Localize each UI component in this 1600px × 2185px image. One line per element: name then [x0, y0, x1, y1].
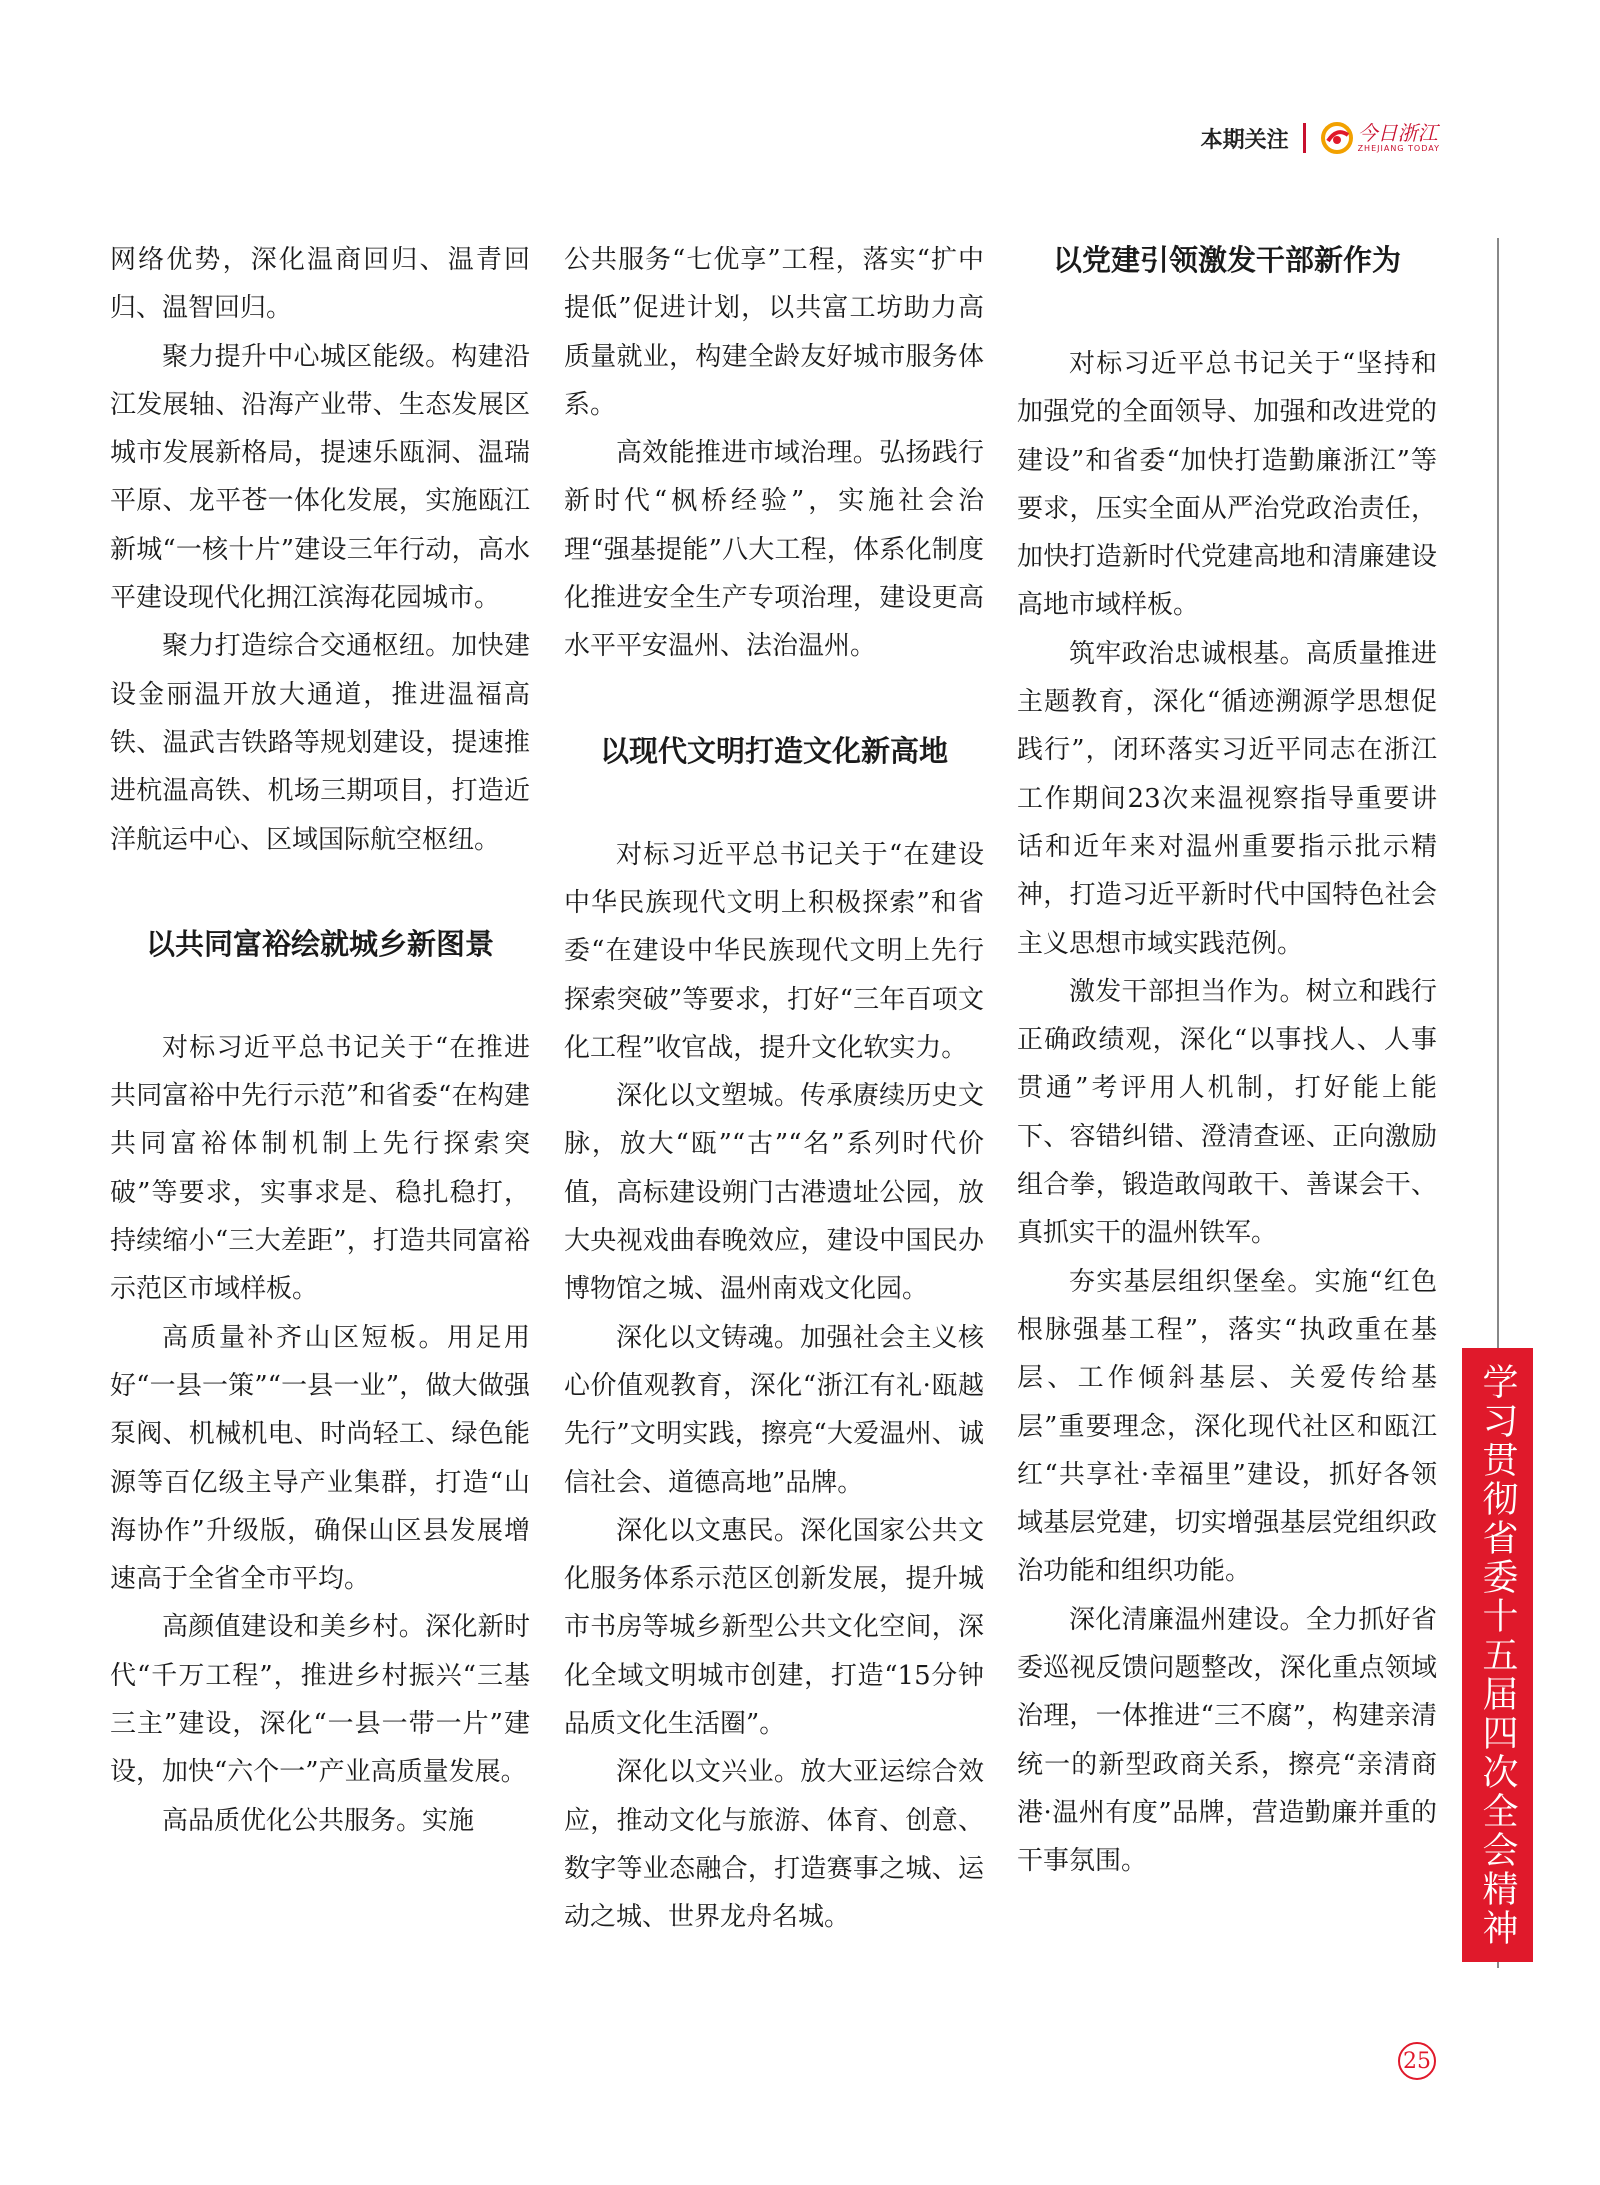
paragraph: 深化以文塑城。传承赓续历史文脉，放大“瓯”“古”“名”系列时代价值，高标建设朔门古港遗址公园，放大央视戏曲春晚效应，建设中国民办博物馆之城、温州南戏文化园。 [564, 1081, 984, 1305]
paragraph: 高质量补齐山区短板。用足用好“一县一策”“一县一业”，做大做强泵阀、机械机电、时尚轻工、绿色能源等百亿级主导产业集群，打造“山海协作”升级版，确保山区县发展增速高于全省全市平均。 [110, 1322, 530, 1595]
paragraph: 激发干部担当作为。树立和践行正确政绩观，深化“以事找人、人事贯通”考评用人机制，打好能上能下、容错纠错、澄清查诬、正向激励组合拳，锻造敢闯敢干、善谋会干、真抓实干的温州铁军。 [1017, 976, 1437, 1249]
paragraph: 高颜值建设和美乡村。深化新时代“千万工程”，推进乡村振兴“三基三主”建设，深化“一县一带一片”建设，加快“六个一”产业高质量发展。 [110, 1612, 530, 1788]
logo-text-en: ZHEJIANG TODAY [1357, 144, 1440, 153]
section-heading-party-building: 以党建引领激发干部新作为 [1052, 243, 1401, 277]
section-heading-common-prosperity: 以共同富裕绘就城乡新图景 [145, 926, 494, 961]
paragraph: 筑牢政治忠诚根基。高质量推进主题教育，深化“循迹溯源学思想促践行”，闭环落实习近平同志在浙江工作期间23次来温视察指导重要讲话和近年来对温州重要指示批示精神，打造习近平新时代中国特色社会主义思想市域实践范例。 [1017, 638, 1437, 959]
paragraph: 网络优势，深化温商回归、温青回归、温智回归。 [110, 245, 530, 324]
paragraph: 夯实基层组织堡垒。实施“红色根脉强基工程”，落实“执政重在基层、工作倾斜基层、关爱传给基层”重要理念，深化现代社区和瓯江红“共享社·幸福里”建设，抓好各领域基层党建，切实增强基层党组织政治功能和组织功能。 [1017, 1266, 1437, 1587]
paragraph: 深化以文兴业。放大亚运综合效应，推动文化与旅游、体育、创意、数字等业态融合，打造赛事之城、运动之城、世界龙舟名城。 [564, 1757, 984, 1933]
paragraph: 聚力提升中心城区能级。构建沿江发展轴、沿海产业带、生态发展区城市发展新格局，提速乐瓯洞、温瑞平原、龙平苍一体化发展，实施瓯江新城“一核十片”建设三年行动，高水平建设现代化拥江滨海花园城市。 [110, 341, 530, 614]
paragraph: 高效能推进市域治理。弘扬践行新时代“枫桥经验”，实施社会治理“强基提能”八大工程，体系化制度化推进安全生产专项治理，建设更高水平平安温州、法治温州。 [564, 438, 984, 662]
paragraph: 对标习近平总书记关于“在建设中华民族现代文明上积极探索”和省委“在建设中华民族现代文明上先行探索突破”等要求，打好“三年百项文化工程”收官战，提升文化软实力。 [564, 839, 984, 1063]
column-2 [564, 236, 984, 1942]
paragraph: 公共服务“七优享”工程，落实“扩中提低”促进计划，以共富工坊助力高质量就业，构建全龄友好城市服务体系。 [564, 245, 984, 420]
paragraph: 深化清廉温州建设。全力抓好省委巡视反馈问题整改，深化重点领域治理，一体推进“三不腐”，构建亲清统一的新型政商关系，擦亮“亲清商港·温州有度”品牌，营造勤廉并重的干事氛围。 [1017, 1604, 1437, 1877]
paragraph: 聚力打造综合交通枢纽。加快建设金丽温开放大通道，推进温福高铁、温武吉铁路等规划建设，提速推进杭温高铁、机场三期项目，打造近洋航运中心、区域国际航空枢纽。 [110, 631, 530, 855]
column-1 [110, 236, 530, 1845]
section-heading-culture: 以现代文明打造文化新高地 [599, 733, 948, 768]
section-label: 本期关注 [1200, 127, 1289, 153]
paragraph: 深化以文惠民。深化国家公共文化服务体系示范区创新发展，提升城市书房等城乡新型公共文化空间，深化全域文明城市创建，打造“15分钟品质文化生活圈”。 [564, 1515, 984, 1740]
column-3 [1017, 236, 1437, 1886]
magazine-logo [1320, 121, 1440, 155]
page-header [1201, 118, 1440, 158]
paragraph: 对标习近平总书记关于“在推进共同富裕中先行示范”和省委“在构建共同富裕体制机制上先行探索突破”等要求，实事求是、稳扎稳打，持续缩小“三大差距”，打造共同富裕示范区市域样板。 [110, 1032, 530, 1305]
header-divider [1303, 123, 1306, 153]
paragraph: 对标习近平总书记关于“坚持和加强党的全面领导、加强和改进党的建设”和省委“加快打造勤廉浙江”等要求，压实全面从严治党政治责任，加快打造新时代党建高地和清廉建设高地市域样板。 [1017, 349, 1437, 621]
paragraph: 深化以文铸魂。加强社会主义核心价值观教育，深化“浙江有礼·瓯越先行”文明实践，擦亮“大爱温州、诚信社会、道德高地”品牌。 [564, 1322, 984, 1498]
paragraph: 高品质优化公共服务。实施 [162, 1805, 475, 1836]
side-banner-text: 学习贯彻省委十五届四次全会精神 [1477, 1362, 1518, 1948]
logo-swirl-icon [1320, 121, 1354, 155]
page-number: 25 [1398, 2042, 1436, 2080]
side-banner [1462, 1348, 1533, 1962]
logo-text-cn: 今日浙江 [1357, 121, 1438, 145]
